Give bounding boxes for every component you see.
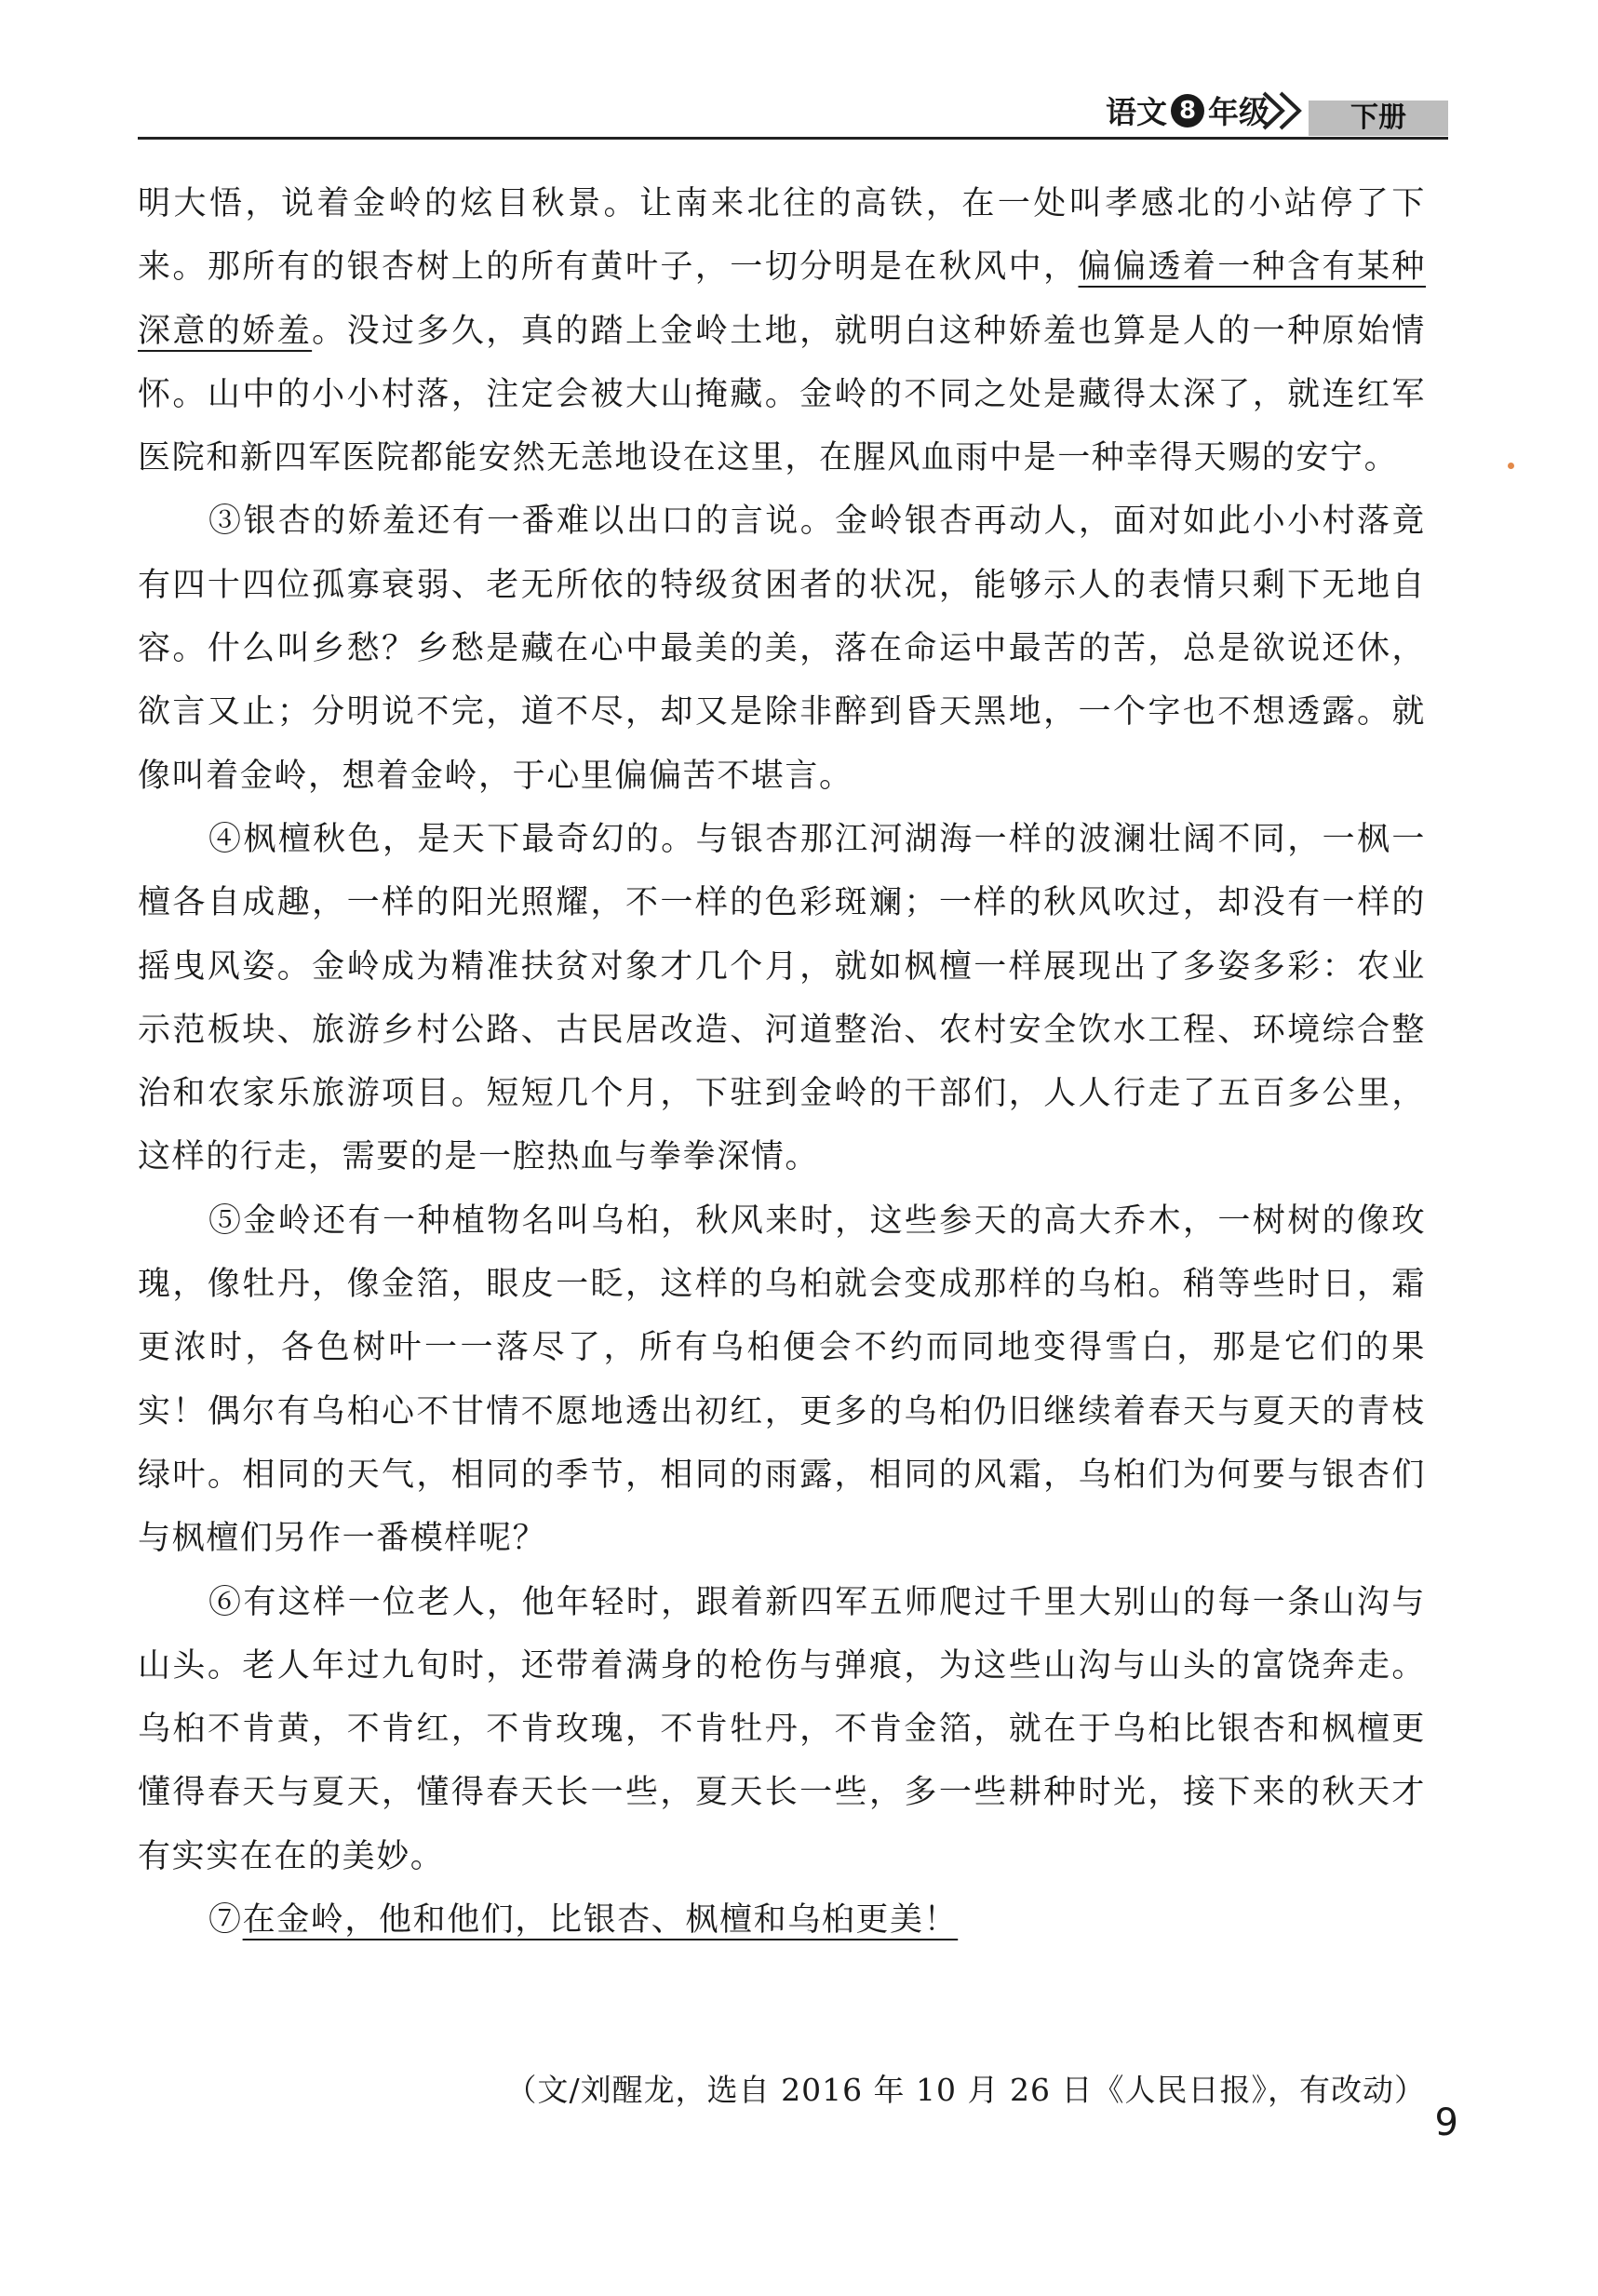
- paragraph: [138, 172, 1426, 490]
- underlined-text: 在金岭，他和他们，比银杏、枫檀和乌桕更美！: [242, 1901, 959, 1940]
- paragraph: [138, 1189, 1426, 1571]
- paragraph-text: 。没过多久，真的踏上金岭土地，就明白这种娇羞也算是人的一种原始情怀。山中的小小村落，注定会被大山掩藏。金岭的不同之处是藏得太深了，就连红军医院和新四军医院都能安然无恙地设在这里，在腥风血雨中是一种幸得天赐的安宁。: [138, 312, 1426, 477]
- header-rule: [138, 137, 1448, 140]
- grade-badge: 8: [1171, 94, 1204, 128]
- paragraph-text: ③银杏的娇羞还有一番难以出口的言说。金岭银杏再动人，面对如此小小村落竟有四十四位孤寡衰弱、老无所依的特级贫困者的状况，能够示人的表情只剩下无地自容。什么叫乡愁？乡愁是藏在心中最美的美，落在命运中最苦的苦，总是欲说还休，欲言又止；分明说不完，道不尽，却又是除非醉到昏天黑地，一个字也不想透露。就像叫着金岭，想着金岭，于心里偏偏苦不堪言。: [138, 503, 1426, 795]
- page-header: [138, 91, 1448, 140]
- underlined-text: 偏偏透着一种含有某种深意的娇羞: [138, 248, 1426, 350]
- paragraph-text: ⑦: [208, 1901, 243, 1940]
- paragraph: [138, 808, 1426, 1189]
- paragraph-text: ④枫檀秋色，是天下最奇幻的。与银杏那江河湖海一样的波澜壮阔不同，一枫一檀各自成趣，一样的阳光照耀，不一样的色彩斑斓；一样的秋风吹过，却没有一样的摇曳风姿。金岭成为精准扶贫对象才几个月，就如枫檀一样展现出了多姿多彩：农业示范板块、旅游乡村公路、古民居改造、河道整治、农村安全饮水工程、环境综合整治和农家乐旅游项目。短短几个月，下驻到金岭的干部们，人人行走了五百多公里，这样的行走，需要的是一腔热血与拳拳深情。: [138, 820, 1426, 1176]
- paragraph: [138, 1888, 1426, 1952]
- article-body: [138, 172, 1426, 1952]
- header-grade-suffix: 年级: [1208, 94, 1269, 130]
- double-chevron-icon: [1258, 89, 1310, 132]
- header-volume: 下册: [1309, 101, 1448, 136]
- paragraph: [138, 490, 1426, 807]
- paragraph: [138, 1571, 1426, 1888]
- decorative-dot: [1508, 463, 1514, 469]
- paragraph-text: ⑤金岭还有一种植物名叫乌桕，秋风来时，这些参天的高大乔木，一树树的像玫瑰，像牡丹，像金箔，眼皮一眨，这样的乌桕就会变成那样的乌桕。稍等些时日，霜更浓时，各色树叶一一落尽了，所有乌桕便会不约而同地变得雪白，那是它们的果实！偶尔有乌桕心不甘情不愿地透出初红，更多的乌桕仍旧继续着春天与夏天的青枝绿叶。相同的天气，相同的季节，相同的雨露，相同的风霜，乌桕们为何要与银杏们与枫檀们另作一番模样呢？: [138, 1202, 1426, 1558]
- page-number: 9: [1434, 2101, 1458, 2144]
- header-subject: 语文: [1106, 94, 1167, 130]
- paragraph-text: ⑥有这样一位老人，他年轻时，跟着新四军五师爬过千里大别山的每一条山沟与山头。老人年过九旬时，还带着满身的枪伤与弹痕，为这些山沟与山头的富饶奔走。乌桕不肯黄，不肯红，不肯玫瑰，不肯牡丹，不肯金箔，就在于乌桕比银杏和枫檀更懂得春天与夏天，懂得春天长一些，夏天长一些，多一些耕种时光，接下来的秋天才有实实在在的美妙。: [138, 1583, 1426, 1875]
- paragraph-text: 明大悟，说着金岭的炫目秋景。让南来北往的高铁，在一处叫孝感北的小站停了下来。那所有的银杏树上的所有黄叶子，一切分明是在秋风中，: [138, 185, 1426, 287]
- source-citation: （文/刘醒龙，选自 2016 年 10 月 26 日《人民日报》，有改动）: [505, 2072, 1426, 2108]
- header-subject-grade: [1106, 88, 1269, 132]
